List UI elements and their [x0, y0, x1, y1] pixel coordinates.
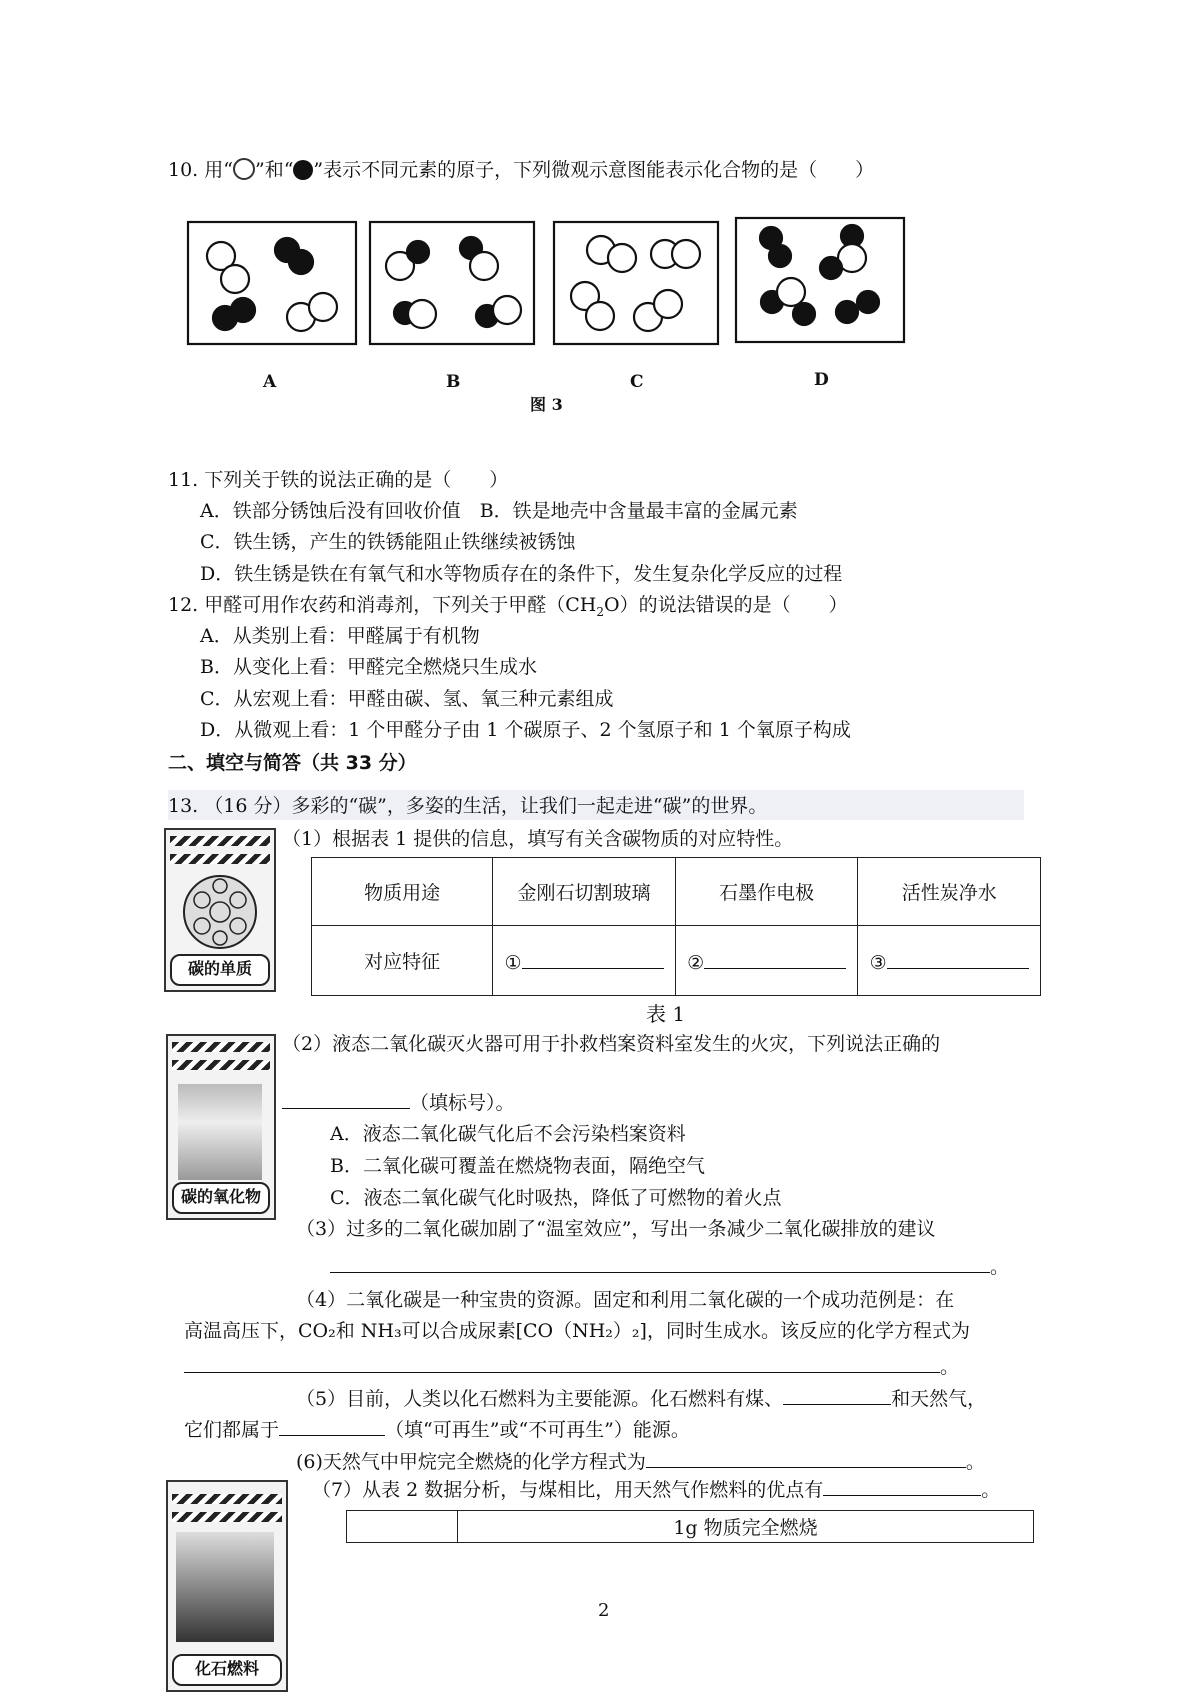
answer-blank-part6[interactable] — [646, 1447, 966, 1468]
q13-part3: （3）过多的二氧化碳加剧了“温室效应”，写出一条减少二氧化碳排放的建议 — [296, 1218, 936, 1240]
side-caption-2: 碳的氧化物 — [172, 1182, 270, 1214]
black-atom-icon — [293, 160, 313, 180]
q13-part2-option-b: B．二氧化碳可覆盖在燃烧物表面，隔绝空气 — [330, 1155, 705, 1177]
fullerene-icon — [180, 872, 260, 952]
answer-blank-part3[interactable] — [330, 1252, 990, 1273]
table-2 — [346, 1510, 1034, 1543]
q13-part5-line1: （5）目前，人类以化石燃料为主要能源。化石燃料有煤、 和天然气， — [296, 1384, 986, 1412]
answer-blank-part2[interactable] — [282, 1088, 410, 1109]
q13-part2: （2）液态二氧化碳灭火器可用于扑救档案资料室发生的火灾，下列说法正确的 — [282, 1033, 941, 1055]
fossil-fuel-picture — [166, 1480, 288, 1692]
panel-label-a: A — [263, 372, 277, 392]
figure-3-molecules — [180, 210, 920, 390]
panel-label-d: D — [814, 370, 829, 390]
answer-blank-part7[interactable] — [823, 1475, 981, 1496]
answer-blank-part5-2[interactable] — [279, 1415, 385, 1436]
q13-part2-option-c: C．液态二氧化碳气化时吸热，降低了可燃物的着火点 — [330, 1187, 782, 1209]
panel-a-box — [188, 222, 356, 344]
q13-part4-line1: （4）二氧化碳是一种宝贵的资源。固定和利用二氧化碳的一个成功范例是：在 — [296, 1289, 955, 1311]
answer-blank-part4[interactable] — [184, 1352, 940, 1373]
q13-part4-line2: 高温高压下，CO₂和 NH₃可以合成尿素[CO（NH₂）₂]，同时生成水。该反应的化学方程式为 — [184, 1320, 970, 1342]
figure-caption: 图 3 — [530, 395, 563, 414]
side-caption-1: 碳的单质 — [170, 954, 270, 986]
table1-caption: 表 1 — [646, 1002, 686, 1026]
q13-part2-option-a: A．液态二氧化碳气化后不会污染档案资料 — [330, 1123, 686, 1145]
oil-rig-icon — [176, 1532, 274, 1642]
q11-option-ab: A．铁部分锈蚀后没有回收价值 B．铁是地壳中含量最丰富的金属元素 — [200, 500, 798, 522]
table1-answer-3[interactable]: ③ — [858, 926, 1041, 996]
table1-diamond: 金刚石切割玻璃 — [493, 858, 676, 926]
panel-b-box — [370, 222, 534, 344]
q13-part1: （1）根据表 1 提供的信息，填写有关含碳物质的对应特性。 — [282, 828, 794, 850]
table2-header: 1g 物质完全燃烧 — [458, 1511, 1034, 1543]
side-caption-3: 化石燃料 — [172, 1654, 282, 1686]
carbon-oxide-picture — [166, 1034, 276, 1220]
q10-stem: 10. 用“ ”和“ ”表示不同元素的原子，下列微观示意图能表示化合物的是（ ） — [168, 159, 875, 181]
table1-activated-carbon: 活性炭净水 — [858, 858, 1041, 926]
carbon-element-picture — [164, 828, 276, 992]
answer-blank-1[interactable] — [522, 948, 664, 969]
q11-option-c: C．铁生锈，产生的铁锈能阻止铁继续被锈蚀 — [200, 531, 576, 553]
q12-option-b: B．从变化上看：甲醛完全燃烧只生成水 — [200, 656, 537, 678]
table1-answer-2[interactable]: ② — [675, 926, 858, 996]
answer-blank-3[interactable] — [887, 948, 1029, 969]
panel-label-c: C — [630, 372, 644, 392]
panel-label-b: B — [446, 372, 461, 392]
q13-part5-line2: 它们都属于 （填“可再生”或“不可再生”）能源。 — [184, 1415, 690, 1443]
q13-part4-blank-line: 。 — [184, 1352, 959, 1380]
q13-part7: （7）从表 2 数据分析，与煤相比，用天然气作燃料的优点有 。 — [312, 1475, 1000, 1503]
q12-stem: 12. 甲醛可用作农药和消毒剂，下列关于甲醛$(CH_2O)$的说法错误的是（ ） — [168, 594, 848, 619]
table2-empty-header — [347, 1511, 458, 1543]
q12-option-c: C．从宏观上看：甲醛由碳、氢、氧三种元素组成 — [200, 688, 614, 710]
table1-answer-1[interactable]: ① — [493, 926, 676, 996]
q13-part2-blank-line: （填标号）。 — [282, 1088, 515, 1116]
dry-ice-icon — [178, 1084, 262, 1180]
white-atom-icon — [233, 158, 255, 180]
q13-part3-blank-line: 。 — [330, 1252, 1009, 1280]
table1-graphite: 石墨作电极 — [675, 858, 858, 926]
table1-header-feature: 对应特征 — [312, 926, 493, 996]
section-heading: 二、填空与简答（共 33 分） — [168, 752, 417, 774]
q12-option-d: D．从微观上看：1 个甲醛分子由 1 个碳原子、2 个氢原子和 1 个氧原子构成 — [200, 719, 851, 741]
q11-stem: 11. 下列关于铁的说法正确的是（ ） — [168, 469, 509, 491]
page-number: 2 — [598, 1600, 610, 1621]
q13-part6: (6)天然气中甲烷完全燃烧的化学方程式为 。 — [296, 1447, 985, 1475]
table1-header-use: 物质用途 — [312, 858, 493, 926]
answer-blank-2[interactable] — [704, 948, 846, 969]
table-1 — [311, 857, 1041, 996]
q12-option-a: A．从类别上看：甲醛属于有机物 — [200, 625, 480, 647]
q13-stem: 13. （16 分）多彩的“碳”，多姿的生活，让我们一起走进“碳”的世界。 — [168, 795, 768, 817]
answer-blank-part5-1[interactable] — [783, 1384, 891, 1405]
q11-option-d: D．铁生锈是铁在有氧气和水等物质存在的条件下，发生复杂化学反应的过程 — [200, 563, 843, 585]
